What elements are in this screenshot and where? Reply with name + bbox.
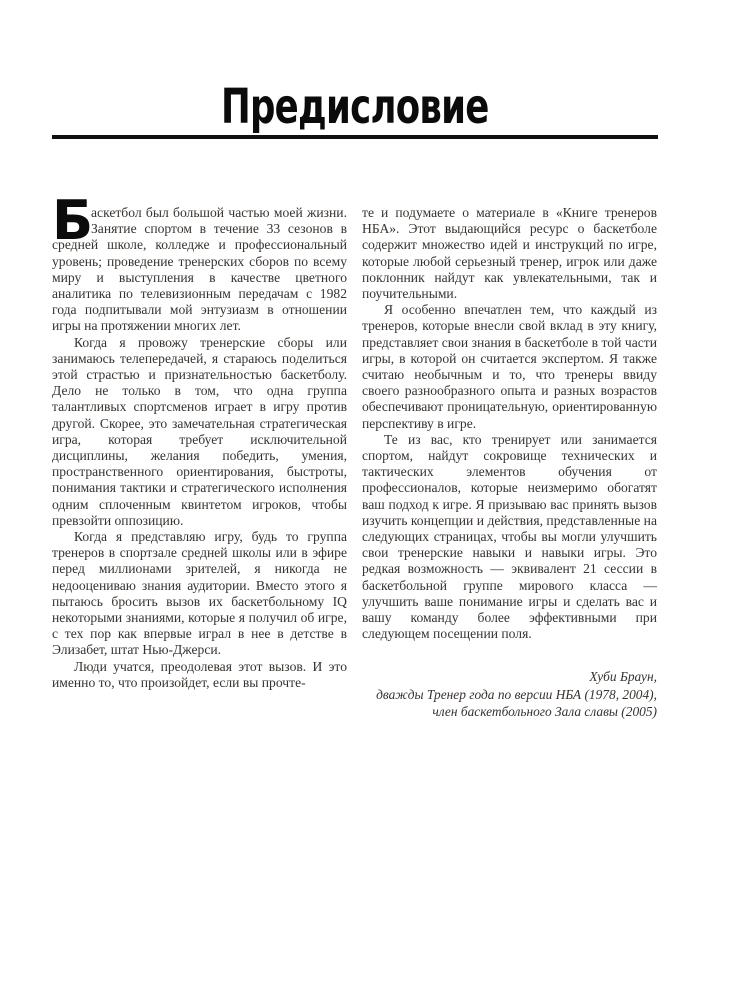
paragraph: Я особенно впечатлен тем, что каждый из тренеров, которые внесли свой вклад в эту книгу, представляет свои знания в баскетболе в той части игры, в которой он считается экспертом. Я также считаю необычным и то, что тренеры ввиду своего разнообразного опыта и разных возрастов обеспечивают проницательную, ориентированную перспективу в игре. <box>362 302 657 431</box>
signature-line: член баскетбольного Зала славы (2005) <box>432 704 657 720</box>
author-signature <box>362 668 657 721</box>
title-rule <box>52 135 658 139</box>
paragraph: Люди учатся, преодолевая этот вызов. И это именно то, что произойдет, если вы прочте- <box>52 658 347 690</box>
two-column-text <box>52 189 658 721</box>
paragraph: Когда я представляю игру, будь то группа тренеров в спортзале средней школы или в эфире перед миллионами зрителей, я никогда не недооцениваю знания аудитории. Вместо этого я пытаюсь бросить вызов их баскетбольному IQ некоторыми знаниями, которые я получил об игре, с тех пор как впервые играл в нее в детстве в Элизабет, штат Нью-Джерси. <box>52 529 347 658</box>
paragraph: те и подумаете о материале в «Книге тренеров НБА». Этот выдающийся ресурс о баскетболе содержит множество идей и инструкций по игре, которые любой серьезный тренер, игрок или даже поклонник найдут как увлекательными, так и поучительными. <box>362 205 657 302</box>
page-title: Предисловие <box>221 79 489 135</box>
chapter-header <box>52 79 658 135</box>
page-content <box>52 79 658 721</box>
paragraph: Б аскетбол был большой частью моей жизни. Занятие спортом в течение 33 сезонов в средней школе, колледже и профессиональный уровень; проведение тренерских сборов по всему миру и выступления в качестве цветного аналитика по телевизионным передачам с 1982 года подпитывали мой энтузиазм в отношении игры на протяжении многих лет. <box>52 189 347 334</box>
signature-line: дважды Тренер года по версии НБА (1978, 2004), <box>376 686 657 702</box>
signature-line: Хуби Браун, <box>589 669 657 685</box>
right-column <box>362 205 657 721</box>
drop-cap: Б <box>52 189 94 252</box>
paragraph: Когда я провожу тренерские сборы или занимаюсь телепередачей, я стараюсь поделиться этой страстью и признательностью баскетболу. Дело не только в том, что одна группа талантливых спортсменов играет в игру против другой. Скорее, это замечательная стратегическая игра, которая требует исключительной дисциплины, желания победить, умения, пространственного ориентирования, быстроты, понимания тактики и стратегического исполнения одним сплоченным квинтетом игроков, чтобы превзойти оппозицию. <box>52 334 347 528</box>
left-column <box>52 189 347 721</box>
paragraph: Те из вас, кто тренирует или занимается спортом, найдут сокровище технических и тактических элементов обучения от профессионалов, которые неизмеримо обогатят ваш подход к игре. Я призываю вас принять вызов изучить концепции и действия, представленные на следующих страницах, чтобы вы могли улучшить свои тренерские навыки и навыки игры. Это редкая возможность — эквивалент 21 сессии в баскетбольной группе мирового класса — улучшить ваше понимание игры и сделать вас и вашу команду более эффективными при следующем посещении поля. <box>362 431 657 642</box>
